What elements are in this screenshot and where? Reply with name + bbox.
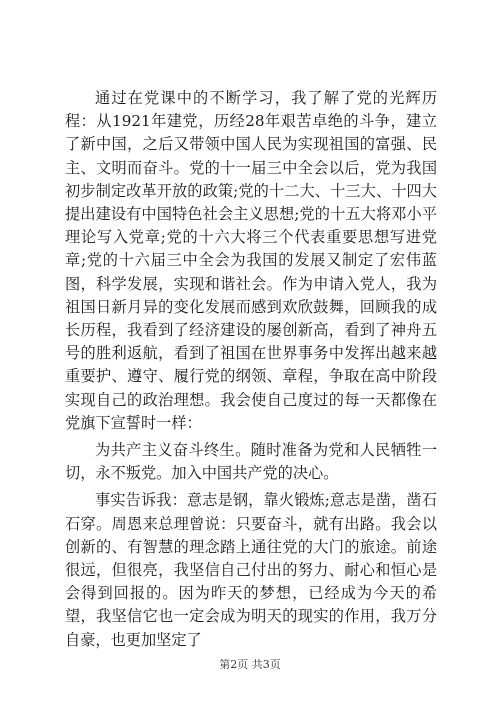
page-number: 第2页 共3页 [219, 658, 281, 671]
paragraph-oath: 为共产主义奋斗终生。随时准备为党和人民牺牲一切，永不叛党。加入中国共产党的决心。 [65, 441, 437, 483]
document-body [65, 87, 437, 652]
paragraph-determination: 事实告诉我：意志是钢，靠火锻炼;意志是凿，凿石石穿。周恩来总理曾说：只要奋斗，就有出路。我会以创新的、有智慧的理念踏上通往党的大门的旅途。前途很远，但很亮，我坚信自己付出的努力、耐心和恒心是会得到回报的。因为昨天的梦想，已经成为今天的希望，我坚信它也一定会成为明天的现实的作用，我万分自豪，也更加坚定了 [65, 491, 437, 649]
paragraph-party-history: 通过在党课中的不断学习，我了解了党的光辉历程：从1921年建党，历经28年艰苦卓绝的斗争，建立了新中国，之后又带领中国人民为实现祖国的富强、民主、文明而奋斗。党的十一届三中全会以后，党为我国初步制定改革开放的政策;党的十二大、十三大、十四大提出建设有中国特色社会主义思想;党的十五大将邓小平理论写入党章;党的十六大将三个代表重要思想写进党章;党的十六届三中全会为我国的发展又制定了宏伟蓝图，科学发展，实现和谐社会。作为申请入党人，我为祖国日新月异的变化发展而感到欢欣鼓舞，回顾我的成长历程，我看到了经济建设的屡创新高，看到了神舟五号的胜利返航，看到了祖国在世界事务中发挥出越来越重要护、遵守、履行党的纲领、章程，争取在高中阶段实现自己的政治理想。我会使自己度过的每一天都像在党旗下宣誓时一样： [65, 89, 437, 432]
